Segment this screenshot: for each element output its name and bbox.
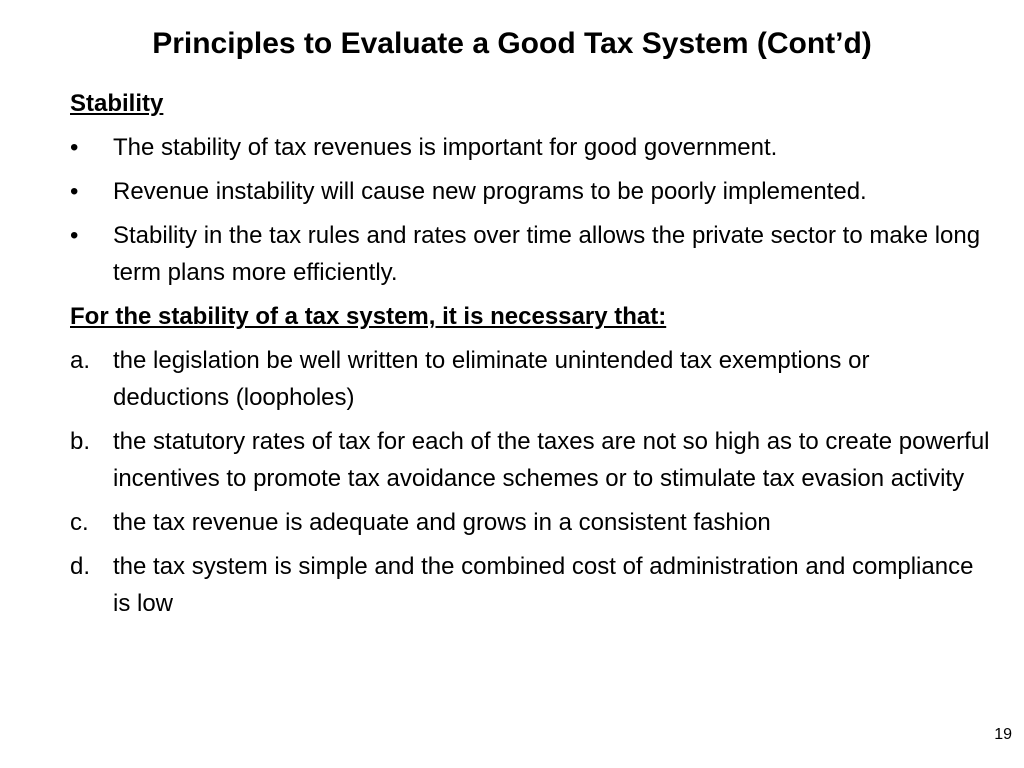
bullet-marker: • <box>70 222 79 249</box>
list-text: the tax revenue is adequate and grows in a consistent fashion <box>113 509 771 536</box>
stability-bullet <box>70 173 992 217</box>
list-marker: d. <box>70 553 91 580</box>
stability-heading: Stability <box>70 90 164 117</box>
slide-title: Principles to Evaluate a Good Tax System (Cont’d) <box>152 27 872 60</box>
slide-content <box>70 85 992 629</box>
stability-bullet <box>70 129 992 173</box>
list-marker: c. <box>70 509 89 536</box>
list-text: the tax system is simple and the combined cost of administration and compliance is low <box>113 553 974 617</box>
list-marker: b. <box>70 428 91 455</box>
page-number: 19 <box>994 726 1012 743</box>
list-text: the legislation be well written to eliminate unintended tax exemptions or deductions (loopholes) <box>113 347 870 411</box>
bullet-text: Revenue instability will cause new programs to be poorly implemented. <box>113 178 867 205</box>
list-text: the statutory rates of tax for each of the taxes are not so high as to create powerful incentives to promote tax avoidance schemes or to stimulate tax evasion activity <box>113 428 990 492</box>
list-marker: a. <box>70 347 91 374</box>
bullet-text: Stability in the tax rules and rates over time allows the private sector to make long term plans more efficiently. <box>113 222 981 286</box>
requirement-item <box>70 504 992 548</box>
requirement-item <box>70 423 992 504</box>
requirement-item <box>70 342 992 423</box>
requirement-item <box>70 548 992 629</box>
bullet-marker: • <box>70 134 79 161</box>
requirements-heading: For the stability of a tax system, it is necessary that: <box>70 303 667 330</box>
bullet-text: The stability of tax revenues is important for good government. <box>113 134 778 161</box>
stability-bullet <box>70 217 992 298</box>
bullet-marker: • <box>70 178 79 205</box>
